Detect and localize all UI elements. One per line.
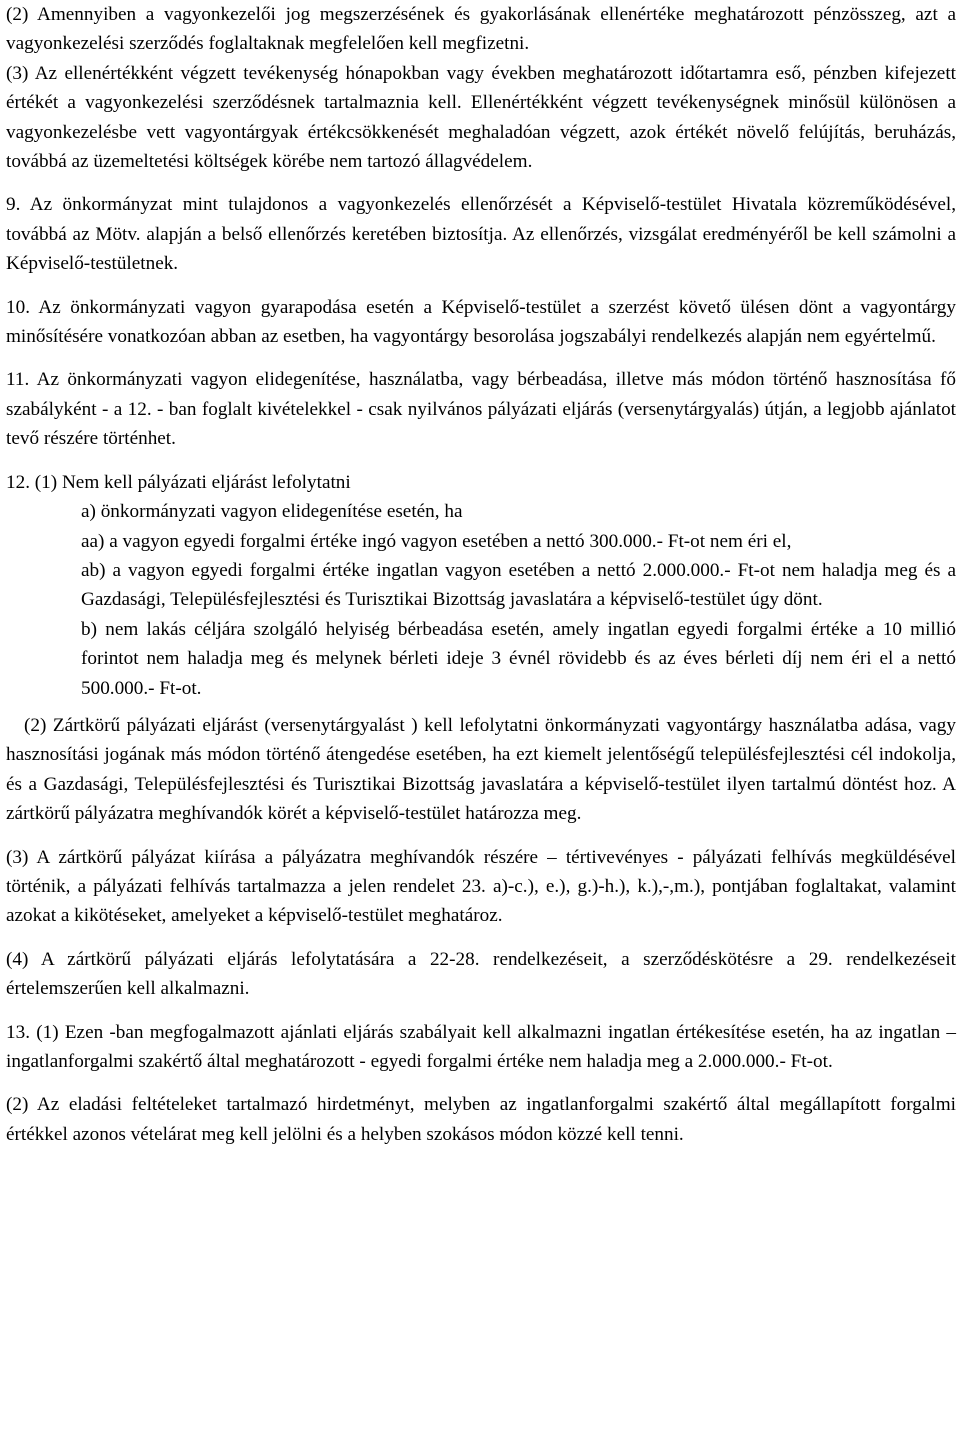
- paragraph-12-a: a) önkormányzati vagyon elidegenítése esetén, ha: [81, 501, 463, 523]
- paragraph-8-3: (3) Az ellenértékként végzett tevékenység hónapokban vagy években meghatározott időtartamra eső, pénzben kifejezett értékét a vagyonkezelési szerződésnek tartalmaznia kell. Ellenértékként végzett tevékenységnek minősül különösen a vagyonkezelésbe vett vagyontárgyak értékcsökkenését meghaladóan végzett, azok értékét növelő felújítás, beruházás, továbbá az üzemeltetési költségek körébe nem tartozó állagvédelem.: [6, 62, 956, 173]
- paragraph-10: 10. Az önkormányzati vagyon gyarapodása esetén a Képviselő-testület a szerzést követő ülésen dönt a vagyontárgy minősítésére vonatkozóan abban az esetben, ha vagyontárgy besorolása jogszabályi rendelkezés alapján nem egyértelmű.: [6, 296, 956, 348]
- paragraph-12-4: (4) A zártkörű pályázati eljárás lefolytatására a 22-28. rendelkezéseit, a szerződéskötésre a 29. rendelkezéseit értelemszerűen kell alkalmazni.: [6, 948, 956, 1000]
- paragraph-11: 11. Az önkormányzati vagyon elidegenítése, használatba, vagy bérbeadása, illetve más módon történő hasznosítása fő szabályként - a 12. - ban foglalt kivételekkel - csak nyilvános pályázati eljárás (versenytárgyalás) útján, a legjobb ajánlatot tevő részére történhet.: [6, 369, 956, 450]
- paragraph-12-3: (3) A zártkörű pályázat kiírása a pályázatra meghívandók részére – tértivevényes - pályázati felhívás megküldésével történik, a pályázati felhívás tartalmazza a jelen rendelet 23. a)-c.), e.), g.)-h.), k.),-,m.), pontjában foglaltakat, valamint azokat a kikötéseket, amelyeket a képviselő-testület meghatároz.: [6, 846, 956, 927]
- paragraph-8-2: (2) Amennyiben a vagyonkezelői jog megszerzésének és gyakorlásának ellenértéke meghatározott pénzösszeg, azt a vagyonkezelési szerződés foglaltaknak megfelelően kell megfizetni.: [6, 4, 956, 55]
- paragraph-12-b: b) nem lakás céljára szolgáló helyiség bérbeadása esetén, amely ingatlan egyedi forgalmi értéke a 10 millió forintot nem haladja meg és melynek bérleti ideje 3 évnél rövidebb és az éves bérleti díj nem éri el a nettó 500.000.- Ft-ot.: [81, 618, 956, 699]
- paragraph-12-intro: 12. (1) Nem kell pályázati eljárást lefolytatni: [6, 471, 351, 493]
- paragraph-9: 9. Az önkormányzat mint tulajdonos a vagyonkezelés ellenőrzését a Képviselő-testület Hivatala közreműködésével, továbbá az Mötv. alapján a belső ellenőrzés keretében biztosítja. Az ellenőrzés, vizsgálat eredményéről be kell számolni a Képviselő-testületnek.: [6, 194, 956, 275]
- paragraph-12-aa: aa) a vagyon egyedi forgalmi értéke ingó vagyon esetében a nettó 300.000.- Ft-ot nem éri el,: [81, 530, 792, 552]
- paragraph-12-2: (2) Zártkörű pályázati eljárást (versenytárgyalást ) kell lefolytatni önkormányzati vagyontárgy használatba adása, vagy hasznosítási jogának más módon történő átengedése esetében, ha ezt kiemelt jelentőségű településfejlesztési cél indokolja, és a Gazdasági, Településfejlesztési és Turisztikai Bizottság javaslatára a képviselő-testület ilyen tartalmú döntést hoz. A zártkörű pályázatra meghívandók körét a képviselő-testület határozza meg.: [6, 714, 956, 825]
- paragraph-13-1: 13. (1) Ezen -ban megfogalmazott ajánlati eljárás szabályait kell alkalmazni ingatlan értékesítése esetén, ha az ingatlan – ingatlanforgalmi szakértő által meghatározott - egyedi forgalmi értéke nem haladja meg a 2.000.000.- Ft-ot.: [6, 1021, 956, 1072]
- document-page: [6, 0, 956, 1149]
- paragraph-12-ab: ab) a vagyon egyedi forgalmi értéke ingatlan vagyon esetében a nettó 2.000.000.- Ft-ot nem haladja meg és a Gazdasági, Településfejlesztési és Turisztikai Bizottság javaslatára a képviselő-testület úgy dönt.: [81, 559, 956, 611]
- paragraph-13-2: (2) Az eladási feltételeket tartalmazó hirdetményt, melyben az ingatlanforgalmi szakértő által megállapított forgalmi értékkel azonos vételárat meg kell jelölni és a helyben szokásos módon közzé kell tenni.: [6, 1094, 956, 1145]
